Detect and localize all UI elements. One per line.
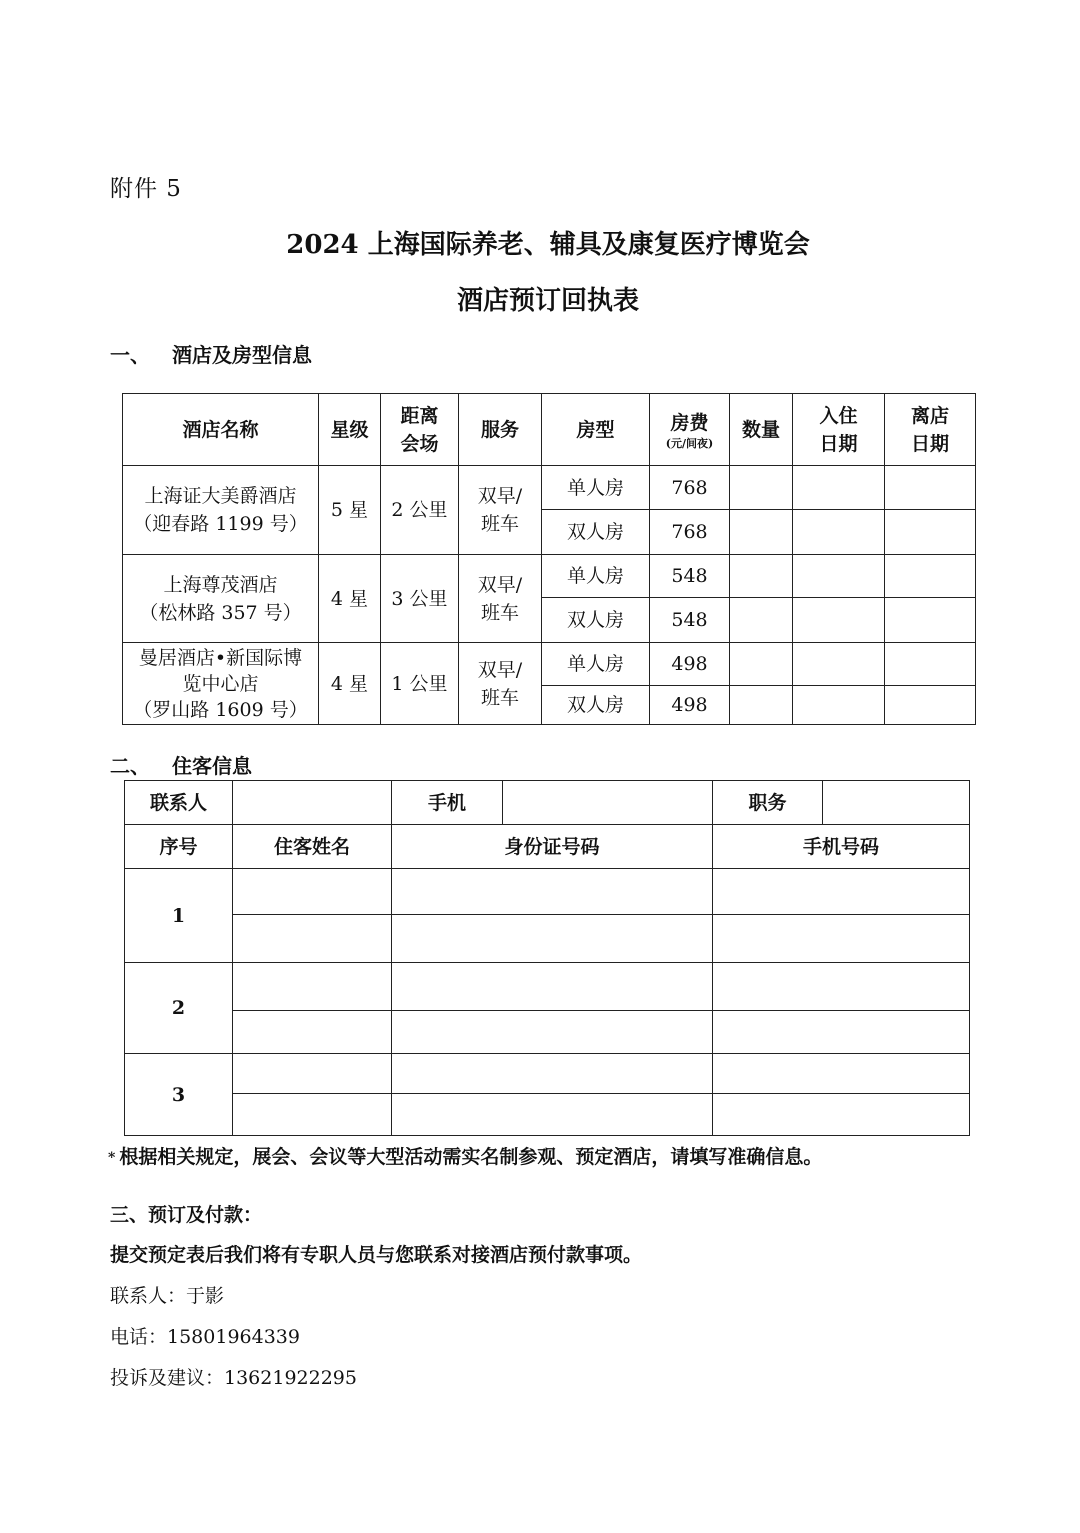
header-checkin: 入住 日期 bbox=[793, 394, 885, 466]
room-price: 768 bbox=[650, 510, 730, 555]
header-price: 房费 (元/间夜) bbox=[650, 394, 730, 466]
guest-mobile-cell[interactable] bbox=[713, 1011, 970, 1054]
hotel-star: 5 星 bbox=[319, 466, 381, 555]
price-unit: (元/间夜) bbox=[665, 436, 714, 450]
checkin-cell[interactable] bbox=[793, 466, 885, 510]
real-name-note bbox=[108, 1142, 822, 1169]
guest-mobile-cell[interactable] bbox=[713, 915, 970, 963]
guest-mobile-cell[interactable] bbox=[713, 1054, 970, 1094]
position-input[interactable] bbox=[823, 781, 970, 825]
col-id-number: 身份证号码 bbox=[392, 825, 713, 869]
guest-name-cell[interactable] bbox=[233, 915, 392, 963]
attachment-label: 附件 5 bbox=[110, 176, 182, 202]
guest-id-cell[interactable] bbox=[392, 1054, 713, 1094]
col-guest-name: 住客姓名 bbox=[233, 825, 392, 869]
col-mobile: 手机号码 bbox=[713, 825, 970, 869]
guest-mobile-cell[interactable] bbox=[713, 963, 970, 1011]
hotel-star: 4 星 bbox=[319, 555, 381, 643]
hotel-service: 双早/ 班车 bbox=[459, 466, 542, 555]
contact-input[interactable] bbox=[233, 781, 392, 825]
hotel-table bbox=[122, 393, 976, 725]
hotel-distance: 1 公里 bbox=[381, 643, 459, 725]
phone-input[interactable] bbox=[503, 781, 713, 825]
quantity-cell[interactable] bbox=[730, 555, 793, 598]
hotel-distance: 3 公里 bbox=[381, 555, 459, 643]
document-subtitle: 酒店预订回执表 bbox=[456, 286, 639, 316]
hotel-distance: 2 公里 bbox=[381, 466, 459, 555]
guest-header-row bbox=[125, 825, 970, 869]
complaint-phone: 投诉及建议：13621922295 bbox=[110, 1367, 357, 1389]
header-checkout: 离店 日期 bbox=[885, 394, 976, 466]
guest-row bbox=[125, 1054, 970, 1094]
room-type: 双人房 bbox=[542, 598, 650, 643]
guest-table bbox=[124, 780, 970, 1136]
checkout-cell[interactable] bbox=[885, 643, 976, 686]
guest-number: 2 bbox=[125, 963, 233, 1054]
quantity-cell[interactable] bbox=[730, 466, 793, 510]
guest-mobile-cell[interactable] bbox=[713, 1094, 970, 1136]
checkout-cell[interactable] bbox=[885, 555, 976, 598]
quantity-cell[interactable] bbox=[730, 510, 793, 555]
checkin-cell[interactable] bbox=[793, 686, 885, 725]
guest-row bbox=[125, 1094, 970, 1136]
header-hotel-name: 酒店名称 bbox=[123, 394, 319, 466]
room-type: 单人房 bbox=[542, 466, 650, 510]
room-price: 548 bbox=[650, 555, 730, 598]
checkout-cell[interactable] bbox=[885, 466, 976, 510]
contact-phone: 电话：15801964339 bbox=[110, 1326, 300, 1348]
checkin-cell[interactable] bbox=[793, 598, 885, 643]
guest-id-cell[interactable] bbox=[392, 915, 713, 963]
document-title: 2024 上海国际养老、辅具及康复医疗博览会 bbox=[286, 230, 810, 260]
guest-mobile-cell[interactable] bbox=[713, 869, 970, 915]
room-type: 单人房 bbox=[542, 555, 650, 598]
guest-id-cell[interactable] bbox=[392, 963, 713, 1011]
section-2-heading bbox=[110, 750, 252, 779]
guest-name-cell[interactable] bbox=[233, 1054, 392, 1094]
section-1-heading bbox=[110, 339, 312, 368]
header-star: 星级 bbox=[319, 394, 381, 466]
checkin-cell[interactable] bbox=[793, 643, 885, 686]
contact-person: 联系人：于影 bbox=[110, 1285, 225, 1307]
guest-row bbox=[125, 869, 970, 915]
guest-row bbox=[125, 963, 970, 1011]
header-room-type: 房型 bbox=[542, 394, 650, 466]
quantity-cell[interactable] bbox=[730, 686, 793, 725]
guest-name-cell[interactable] bbox=[233, 963, 392, 1011]
room-price: 768 bbox=[650, 466, 730, 510]
guest-name-cell[interactable] bbox=[233, 1011, 392, 1054]
guest-row bbox=[125, 1011, 970, 1054]
room-price: 498 bbox=[650, 643, 730, 686]
room-type: 双人房 bbox=[542, 510, 650, 555]
hotel-row bbox=[123, 643, 976, 686]
header-service: 服务 bbox=[459, 394, 542, 466]
guest-name-cell[interactable] bbox=[233, 869, 392, 915]
guest-id-cell[interactable] bbox=[392, 1094, 713, 1136]
section-2-number: 二、 bbox=[110, 754, 150, 778]
section-2-title: 住客信息 bbox=[172, 754, 252, 778]
position-label: 职务 bbox=[713, 781, 823, 825]
checkin-cell[interactable] bbox=[793, 510, 885, 555]
section-1-number: 一、 bbox=[110, 343, 150, 367]
contact-label: 联系人 bbox=[125, 781, 233, 825]
quantity-cell[interactable] bbox=[730, 598, 793, 643]
hotel-table-header bbox=[123, 394, 976, 466]
guest-name-cell[interactable] bbox=[233, 1094, 392, 1136]
room-type: 单人房 bbox=[542, 643, 650, 686]
section-3-text: 提交预定表后我们将有专职人员与您联系对接酒店预付款事项。 bbox=[110, 1244, 643, 1266]
header-quantity: 数量 bbox=[730, 394, 793, 466]
hotel-name: 上海证大美爵酒店 （迎春路 1199 号） bbox=[123, 466, 319, 555]
checkout-cell[interactable] bbox=[885, 686, 976, 725]
guest-id-cell[interactable] bbox=[392, 869, 713, 915]
hotel-star: 4 星 bbox=[319, 643, 381, 725]
guest-number: 3 bbox=[125, 1054, 233, 1136]
header-distance: 距离 会场 bbox=[381, 394, 459, 466]
note-asterisk: * bbox=[108, 1150, 116, 1166]
phone-label: 手机 bbox=[392, 781, 503, 825]
hotel-row bbox=[123, 466, 976, 510]
room-price: 548 bbox=[650, 598, 730, 643]
contact-row bbox=[125, 781, 970, 825]
section-3-heading: 三、预订及付款： bbox=[110, 1204, 263, 1226]
hotel-name: 曼居酒店•新国际博 览中心店 （罗山路 1609 号） bbox=[123, 643, 319, 725]
hotel-service: 双早/ 班车 bbox=[459, 555, 542, 643]
hotel-name: 上海尊茂酒店 （松林路 357 号） bbox=[123, 555, 319, 643]
note-text: 根据相关规定，展会、会议等大型活动需实名制参观、预定酒店，请填写准确信息。 bbox=[119, 1146, 823, 1168]
hotel-row bbox=[123, 555, 976, 598]
guest-id-cell[interactable] bbox=[392, 1011, 713, 1054]
hotel-service: 双早/ 班车 bbox=[459, 643, 542, 725]
col-number: 序号 bbox=[125, 825, 233, 869]
room-type: 双人房 bbox=[542, 686, 650, 725]
room-price: 498 bbox=[650, 686, 730, 725]
checkout-cell[interactable] bbox=[885, 598, 976, 643]
quantity-cell[interactable] bbox=[730, 643, 793, 686]
checkin-cell[interactable] bbox=[793, 555, 885, 598]
section-1-title: 酒店及房型信息 bbox=[172, 343, 312, 367]
checkout-cell[interactable] bbox=[885, 510, 976, 555]
guest-number: 1 bbox=[125, 869, 233, 963]
guest-row bbox=[125, 915, 970, 963]
